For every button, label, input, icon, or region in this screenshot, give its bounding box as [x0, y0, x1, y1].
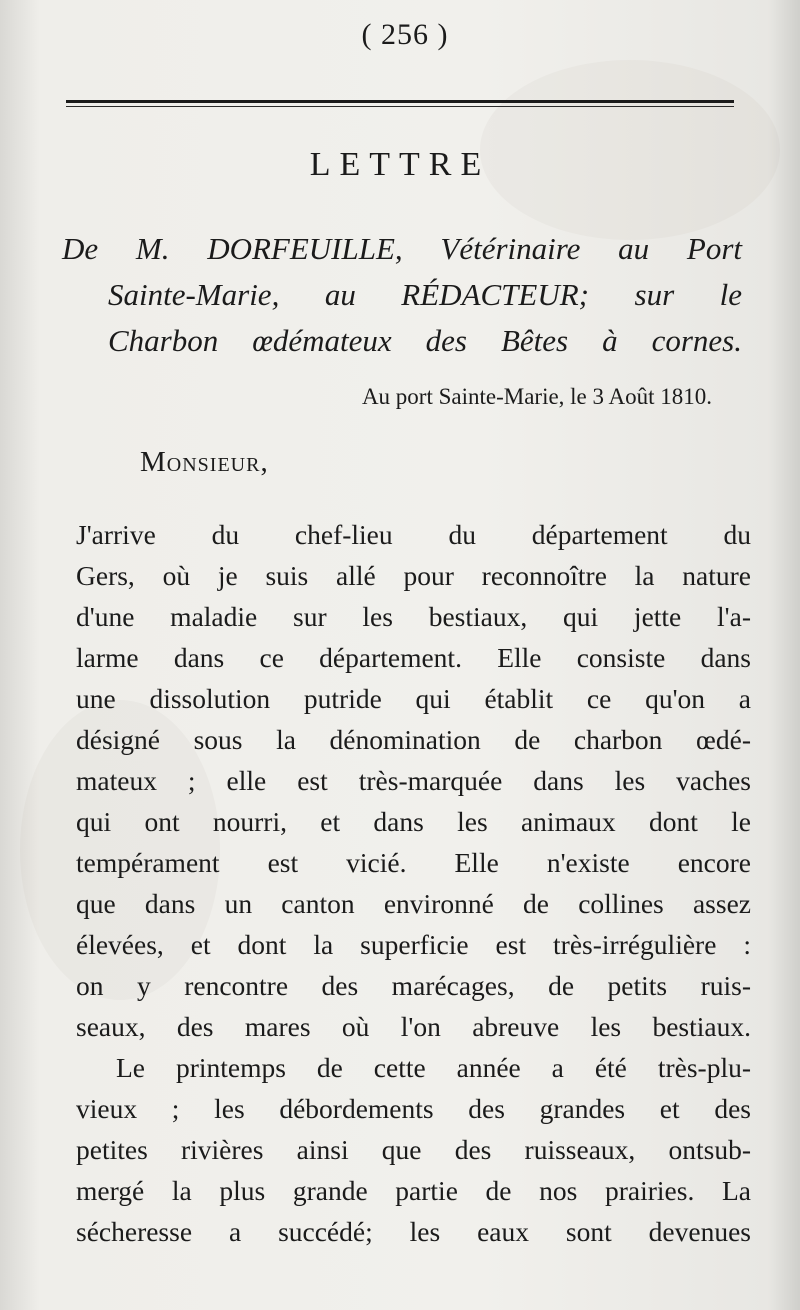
dateline: Au port Sainte-Marie, le 3 Août 1810.: [361, 384, 712, 409]
text-line: Gers, où je suis allé pour reconnoître la nature: [76, 560, 751, 591]
text-line: on y rencontre des marécages, de petits ruis-: [76, 970, 751, 1001]
text-line: d'une maladie sur les bestiaux, qui jette l'a-: [76, 601, 751, 632]
text-line: mergé la plus grande partie de nos prairies. La: [76, 1175, 751, 1206]
text-line: que dans un canton environné de collines assez: [76, 888, 751, 919]
text-line: petites rivières ainsi que des ruisseaux, ontsub-: [76, 1134, 751, 1165]
text-line: mateux ; elle est très-marquée dans les vaches: [76, 765, 751, 796]
subtitle-line: De M. DORFEUILLE, Vétérinaire au Port: [62, 231, 742, 266]
text-line: J'arrive du chef-lieu du département du: [76, 519, 751, 550]
text-line: tempérament est vicié. Elle n'existe encore: [76, 847, 751, 878]
text-line: vieux ; les débordements des grandes et des: [76, 1093, 751, 1124]
text-line: Le printemps de cette année a été très-plu-: [116, 1052, 751, 1083]
text-line: élevées, et dont la superficie est très-irrégulière :: [76, 929, 751, 960]
header-rule-thin: [66, 106, 734, 107]
text-line: désigné sous la dénomination de charbon œdé-: [76, 724, 751, 755]
text-line: une dissolution putride qui établit ce qu'on a: [76, 683, 751, 714]
page-number: ( 256 ): [361, 18, 449, 51]
header-rule: [66, 100, 734, 103]
text-line: sécheresse a succédé; les eaux sont devenues: [76, 1216, 751, 1247]
letter-heading: LETTRE: [309, 146, 491, 183]
subtitle-line: Sainte-Marie, au RÉDACTEUR; sur le: [108, 277, 742, 312]
text-line: larme dans ce département. Elle consiste dans: [76, 642, 751, 673]
text-line: seaux, des mares où l'on abreuve les bestiaux.: [76, 1011, 751, 1042]
letter-subtitle: [62, 226, 742, 364]
subtitle-line: Charbon œdémateux des Bêtes à cornes.: [108, 323, 742, 358]
salutation: Monsieur,: [140, 446, 269, 478]
text-line: qui ont nourri, et dans les animaux dont le: [76, 806, 751, 837]
body-text: [76, 514, 751, 1252]
